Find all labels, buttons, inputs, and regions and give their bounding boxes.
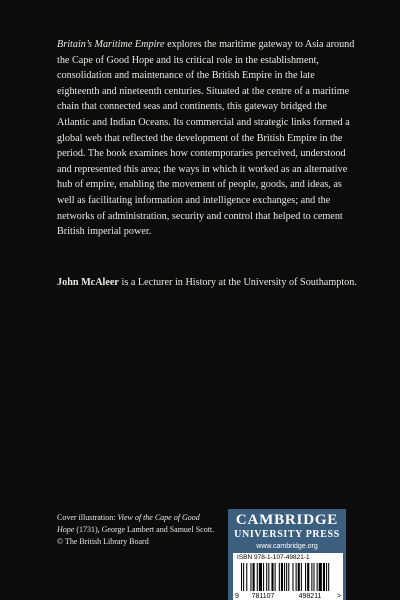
barcode-bar: [279, 563, 280, 591]
barcode-lead-digit: 9: [235, 593, 239, 600]
barcode-bar: [313, 563, 314, 591]
author-note: [57, 275, 357, 291]
barcode-bar: [268, 563, 269, 591]
isbn-barcode: [233, 553, 343, 600]
barcode-bar: [296, 563, 297, 591]
barcode-bar: [323, 563, 325, 591]
barcode-bar: [263, 563, 264, 591]
barcode-bar: [243, 563, 244, 591]
credit-suffix: (1731), George Lambert and Samuel Scott.: [74, 525, 215, 534]
barcode-bar: [298, 563, 300, 591]
barcode-right-digits: 498211: [298, 593, 322, 600]
barcode-bar: [253, 563, 255, 591]
barcode-bar: [284, 563, 285, 591]
blurb-paragraph: [57, 37, 355, 240]
cover-credit: [57, 512, 217, 548]
barcode-bar: [319, 563, 322, 591]
book-title: Britain’s Maritime Empire: [57, 39, 165, 50]
credit-artwork-title: View of the Cape of Good Hope: [57, 513, 200, 534]
author-name: John McAleer: [57, 277, 119, 288]
barcode-bar: [250, 563, 251, 591]
publisher-url: www.cambridge.org: [256, 543, 318, 550]
credit-prefix: Cover illustration:: [57, 513, 118, 522]
credit-copyright: © The British Library Board: [57, 537, 149, 546]
barcode-bar: [292, 563, 293, 591]
isbn-label: ISBN 978-1-107-49821-1: [237, 554, 310, 561]
barcode-bar: [317, 563, 318, 591]
barcode-bars: [241, 563, 329, 591]
barcode-bar: [301, 563, 302, 591]
author-bio: is a Lecturer in History at the University of Southampton.: [118, 277, 357, 288]
barcode-bar: [305, 563, 306, 591]
barcode-bar: [257, 563, 258, 591]
barcode-box: [233, 553, 343, 600]
barcode-bar: [281, 563, 283, 591]
barcode-bar: [266, 563, 267, 591]
barcode-bar: [275, 563, 276, 591]
publisher-press: UNIVERSITY PRESS: [234, 529, 340, 540]
blurb-text: explores the maritime gateway to Asia around the Cape of Good Hope and its critical role in the establishment, consolidation and maintenance of the British Empire in the late eighteenth and nineteenth centuries. Situated at the centre of a maritime chain that connected seas and continents, this gateway bridged the Atlantic and Indian Oceans. Its commercial and strategic links formed a global web that reflected the development of the British Empire in the period. The book examines how contemporaries perceived, understood and represented this area; the ways in which it worked as an alternative hub of empire, enabling the movement of people, goods, and ideas, as well as facilitating information and intelligence exchanges; and the networks of administration, security and control that helped to cement British imperial power.: [57, 39, 355, 238]
barcode-end-mark: >: [337, 593, 342, 600]
barcode-bar: [311, 563, 312, 591]
barcode-bar: [241, 563, 242, 591]
barcode-bar: [271, 563, 273, 591]
barcode-bar: [259, 563, 262, 591]
barcode-bar: [328, 563, 329, 591]
barcode-bar: [326, 563, 327, 591]
barcode-left-digits: 781107: [251, 593, 275, 600]
publisher-name: CAMBRIDGE: [235, 512, 339, 528]
barcode-bar: [246, 563, 247, 591]
barcode-bar: [307, 563, 309, 591]
barcode-bar: [286, 563, 287, 591]
barcode-bar: [288, 563, 289, 591]
